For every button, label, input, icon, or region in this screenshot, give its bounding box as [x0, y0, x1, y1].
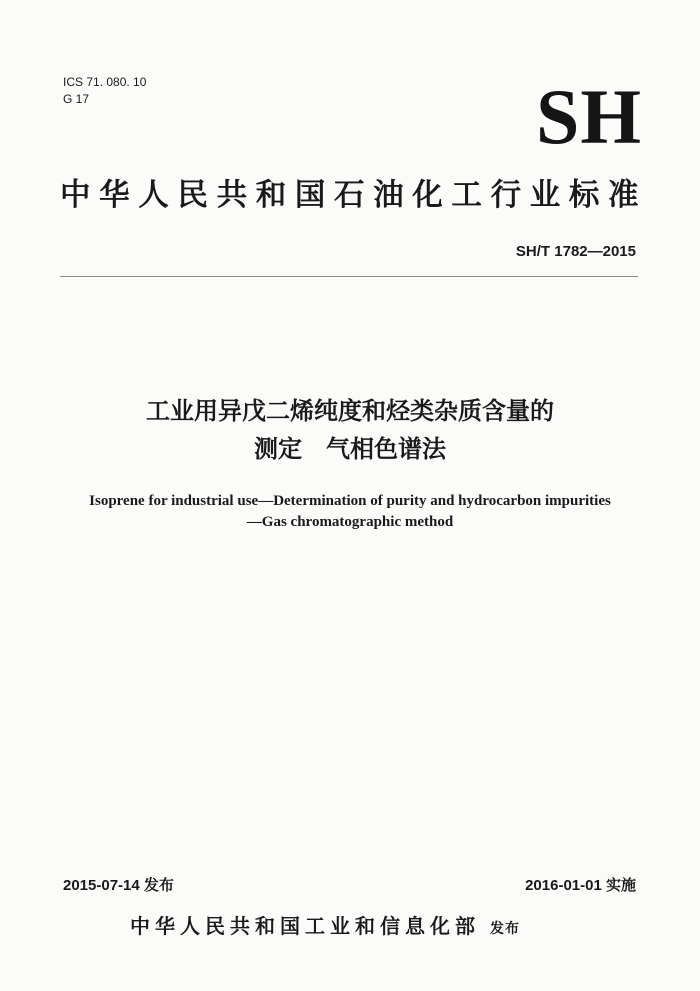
document-title-english-line1: Isoprene for industrial use—Determination of purity and hydrocarbon impurities [89, 493, 611, 509]
document-title-english [30, 491, 670, 533]
document-title-chinese-line1: 工业用异戊二烯纯度和烃类杂质含量的 [146, 397, 554, 425]
category-code: G 17 [63, 92, 90, 106]
standard-title: 中华人民共和国石油化工行业标准 [60, 178, 640, 213]
issuer-name: 中华人民共和国工业和信息化部 [130, 914, 480, 938]
classification-codes [63, 74, 146, 108]
issuing-authority [130, 912, 520, 943]
header-divider [60, 276, 638, 277]
document-title-chinese-line2: 测定 气相色谱法 [254, 435, 446, 463]
issue-date: 2015-07-14 发布 [63, 877, 174, 894]
standard-code: SH/T 1782—2015 [515, 243, 636, 260]
document-title-chinese [40, 392, 660, 468]
sh-logo: SH [535, 73, 642, 160]
implementation-date: 2016-01-01 实施 [525, 877, 636, 894]
document-title-english-line2: —Gas chromatographic method [246, 514, 454, 530]
issuer-suffix: 发布 [490, 921, 520, 937]
ics-code: ICS 71. 080. 10 [63, 75, 147, 89]
